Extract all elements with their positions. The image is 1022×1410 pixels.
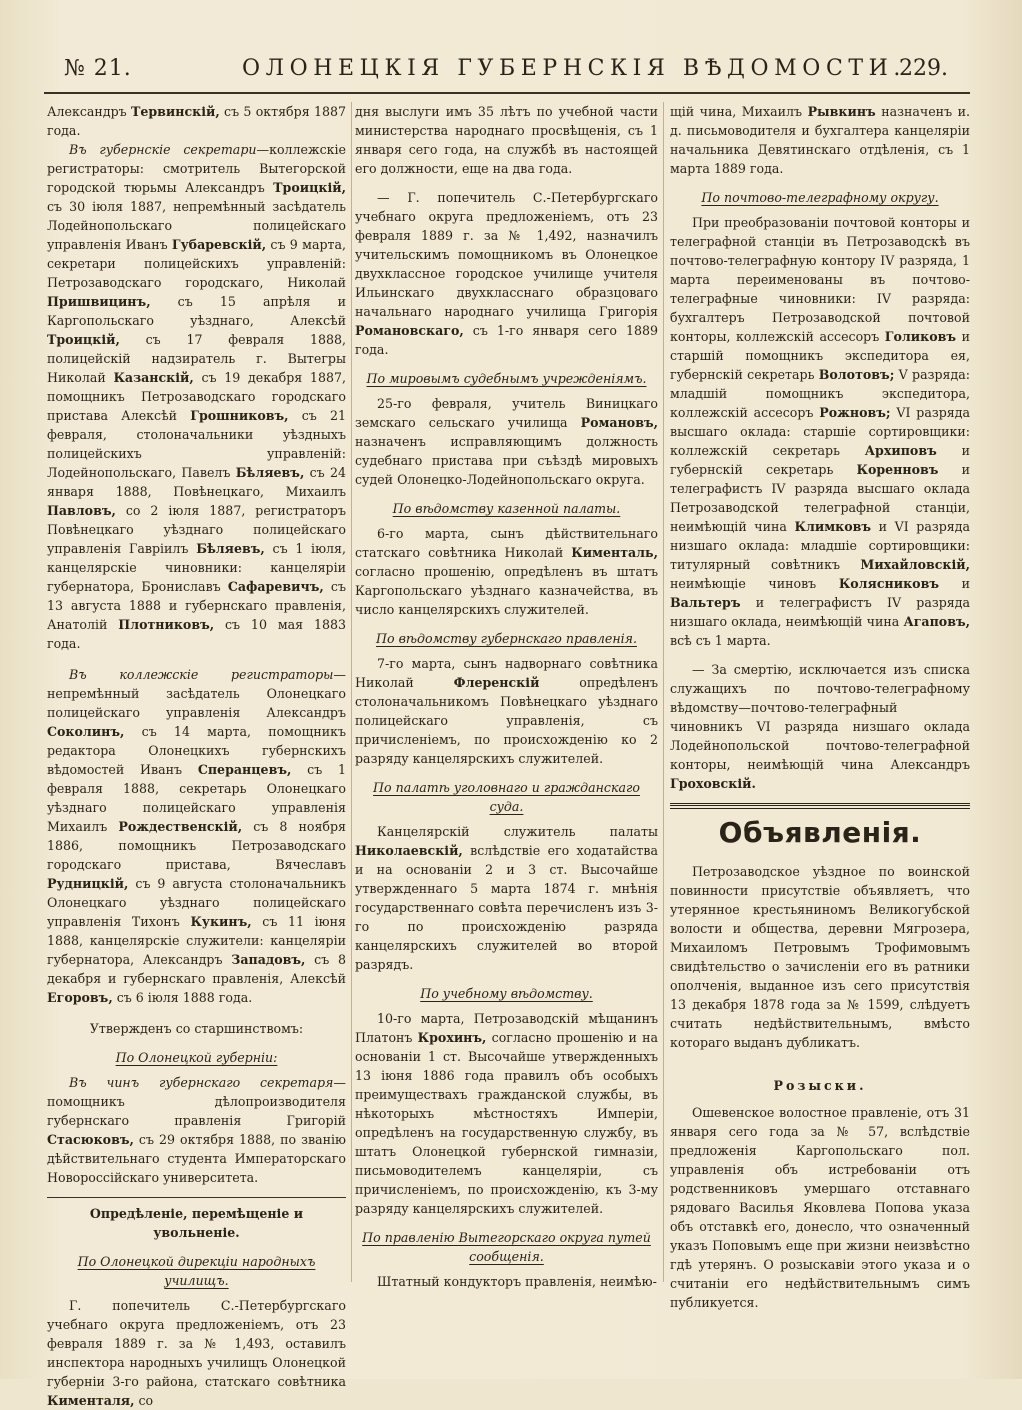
paragraph: — Г. попечитель С.-Петербургскаго учебнаго округа предложеніемъ, отъ 23 февраля 1889 г. за № 1,492, назначилъ учительскимъ помощникомъ въ Олонецкое двухклассное городское училище учителя Ильинскаго двухкласснаго образцоваго начальнаго народнаго училища Григорія Романовскаго, съ 1-го января сего 1889 года. [355, 190, 658, 357]
text-line: Утвержденъ со старшинствомъ: [89, 1021, 304, 1036]
section-heading: Розыски. [773, 1078, 867, 1093]
paragraph: 10-го марта, Петрозаводскій мѣщанинъ Платонъ Крохинъ, согласно прошенію и на основаніи 1 ст. Высочайше утвержденныхъ 13 іюня 1886 года правилъ объ особыхъ преимуществахъ гражданской службы, въ нѣкоторыхъ мѣстностяхъ Имперіи, опредѣленъ на государственную службу, въ штатъ Олонецкой губернской гимназіи, письмоводителемъ канцеляріи, съ причисленіемъ, по происхожденію, къ 3-му разряду канцелярскихъ служителей. [355, 1011, 658, 1216]
rubric: По палатѣ уголовнаго и гражданскаго суда. [373, 780, 640, 814]
paragraph: щій чина, Михаилъ Рывкинъ назначенъ и. д. письмоводителя и бухгалтера канцеляріи начальника Девятинскаго отдѣленія, съ 1 марта 1889 года. [670, 104, 970, 176]
rubric: По Олонецкой губерніи: [115, 1050, 278, 1065]
paragraph: Канцелярскій служитель палаты Николаевскій, вслѣдствіе его ходатайства и на основаніи 2 и 3 ст. Высочайше утвержденнаго 5 марта 1874 г. мнѣнія государственнаго совѣта перечисленъ изъ 3-го по происхожденію разряда канцелярскихъ служителей во второй разрядъ. [355, 824, 658, 972]
column-divider [351, 102, 352, 1282]
newspaper-title: ОЛОНЕЦКІЯ ГУБЕРНСКІЯ ВѢДОМОСТИ. [242, 56, 907, 81]
column-left [47, 102, 346, 1410]
paragraph: Александръ Тервинскій, съ 5 октября 1887 года. [47, 104, 346, 138]
column-middle [355, 102, 658, 1291]
column-right [670, 102, 970, 1312]
rubric: По вѣдомству казенной палаты. [392, 501, 621, 516]
ads-heading: Объявленія. [718, 816, 922, 849]
rubric: По правленію Вытегорскаго округа путей сообщенія. [362, 1230, 651, 1264]
issue-number: № 21. [64, 56, 132, 81]
rubric: По учебному вѣдомству. [420, 986, 593, 1001]
paragraph: Ошевенское волостное правленіе, отъ 31 января сего года за № 57, вслѣдствіе предложенія Каргопольскаго пол. управленія объ истребованіи отъ родственниковъ умершаго отставнаго рядоваго Василья Яковлева Попова указа объ отставкѣ его, донесло, что означенный указъ Поповымъ еще при жизни неизвѣстно гдѣ утерянъ. О розыскавіи этого указа и о считаніи его недѣйствительнымъ симъ публикуется. [670, 1105, 970, 1310]
page-header [42, 52, 970, 92]
paragraph: Въ чинъ губернскаго секретаря—помощникъ дѣлопроизводителя губернскаго правленія Григорій Стасюковъ, съ 29 октября 1888, по званію дѣйствительнаго студента Императорскаго Новороссійскаго университета. [47, 1075, 346, 1185]
rubric: По вѣдомству губернскаго правленія. [376, 631, 637, 646]
paragraph: При преобразованіи почтовой конторы и телеграфной станціи въ Петрозаводскѣ въ почтово-телеграфную контору IV разряда, 1 марта переименованы въ почтово-телеграфные чиновники: IV разряда: бухгалтеръ Петрозаводской почтовой конторы, коллежскій ассесоръ Голиковъ и старшій помощникъ экспедитора ея, губернскій секретарь Волотовъ; V разряда: младшій помощникъ экспедитора, коллежскій ассесоръ Рожновъ; VI разряда высшаго оклада: старшіе сортировщики: коллежскій секретарь Архиповъ и губернскій секретарь Коренновъ и телеграфистъ IV разряда высшаго оклада Петрозаводской телеграфной станціи, неимѣющій чина Климковъ и VI разряда низшаго оклада: младшіе сортировщики: титулярный совѣтникъ Михайловскій, неимѣющіе чиновъ Колясниковъ и Вальтеръ и телеграфистъ IV разряда низшаго оклада, неимѣющій чина Агаповъ, всѣ съ 1 марта. [670, 215, 971, 648]
paragraph: Въ коллежскіе регистраторы—непремѣнный засѣдатель Олонецкаго полицейскаго управленія Александръ Соколинъ, съ 14 марта, помощникъ редактора Олонецкихъ губернскихъ вѣдомостей Иванъ Сперанцевъ, съ 1 февраля 1888, секретарь Олонецкаго уѣзднаго полицейскаго управленія Михаилъ Рождественскій, съ 8 ноября 1886, помощникъ Петрозаводскаго городскаго пристава, Вячеславъ Рудницкій, съ 9 августа столоначальникъ Олонецкаго уѣзднаго полицейскаго управленія Тихонъ Кукинъ, съ 11 іюня 1888, канцелярскіе служители: канцеляріи губернатора, Александръ Западовъ, съ 8 декабря и губернскаго правленія, Алексѣй Егоровъ, съ 6 іюля 1888 года. [47, 667, 346, 1005]
page-number: 229. [899, 56, 948, 81]
paragraph: Петрозаводское уѣздное по воинской повинности присутствіе объявляетъ, что утерянное крестьяниномъ Великогубской волости и общества, деревни Мягрозера, Михаиломъ Петровымъ Трофимовымъ свидѣтельство о зачисленіи его въ ратники ополченія, выданное изъ сего присутствія 13 декабря 1878 года за № 1599, слѣдуетъ считать недѣйствительнымъ, вмѣсто котораго выданъ дубликатъ. [670, 864, 970, 1050]
paragraph: 6-го марта, сынъ дѣйствительнаго статскаго совѣтника Николай Кименталь, согласно прошенію, опредѣленъ въ штатъ Каргопольскаго уѣзднаго казначейства, въ число канцелярскихъ служителей. [355, 526, 658, 617]
paragraph: Г. попечитель С.-Петербургскаго учебнаго округа предложеніемъ, отъ 23 февраля 1889 г. за № 1,493, оставилъ инспектора народныхъ училищъ Олонецкой губерніи 3-го района, статскаго совѣтника Кименталя, со [47, 1298, 346, 1408]
rubric: По мировымъ судебнымъ учрежденіямъ. [366, 371, 647, 386]
ads-rule [670, 803, 970, 809]
rubric: По почтово-телеграфному округу. [701, 190, 939, 205]
section-heading: Опредѣленіе, перемѣщеніе и увольненіе. [89, 1206, 304, 1240]
paragraph: — За смертію, исключается изъ списка служащихъ по почтово-телеграфному вѣдомству—почтово-телеграфный чиновникъ VI разряда низшаго оклада Лодейнопольской почтово-телеграфной конторы, неимѣющій чина Александръ Гроховскій. [670, 662, 970, 791]
separator [47, 1197, 346, 1198]
rubric: По Олонецкой дирекціи народныхъ училищъ. [77, 1254, 316, 1288]
paragraph: Въ губернскіе секретари—коллежскіе регистраторы: смотритель Вытегорской городской тюрьмы Александръ Троицкій, съ 30 іюля 1887, непремѣнный засѣдатель Лодейнопольскаго полицейскаго управленія Иванъ Губаревскій, съ 9 марта, секретари полицейскихъ управленій: Петрозаводскаго городскаго, Николай Пришвицинъ, съ 15 апрѣля и Каргопольскаго уѣзднаго, Алексѣй Троицкій, съ 17 февраля 1888, полицейскій надзиратель г. Вытегры Николай Казанскій, съ 19 декабря 1887, помощникъ Петрозаводскаго городскаго пристава Алексѣй Грошниковъ, съ 21 февраля, столоначальники уѣздныхъ полицейскихъ управленій: Лодейнопольскаго, Павелъ Бѣляевъ, съ 24 января 1888, Повѣнецкаго, Михаилъ Павловъ, со 2 іюля 1887, регистраторъ Повѣнецкаго уѣзднаго полицейскаго управленія Гавріилъ Бѣляевъ, съ 1 іюля, канцелярскіе чиновники: канцеляріи губернатора, Брониславъ Сафаревичъ, съ 13 августа 1888 и губернскаго правленія, Анатолій Плотниковъ, съ 10 мая 1883 года. [47, 142, 347, 651]
paragraph: дня выслуги имъ 35 лѣтъ по учебной части министерства народнаго просвѣщенія, съ 1 января сего года, на службѣ въ настоящей его должности, еще на два года. [355, 104, 658, 176]
header-rule [44, 92, 970, 94]
column-divider [663, 102, 664, 1282]
paragraph: 25-го февраля, учитель Виницкаго земскаго сельскаго училища Романовъ, назначенъ исправляющимъ должность судебнаго пристава при съѣздѣ мировыхъ судей Олонецко-Лодейнопольскаго округа. [355, 396, 658, 487]
paragraph: Штатный кондукторъ правленія, неимѣю- [377, 1274, 657, 1289]
paragraph: 7-го марта, сынъ надворнаго совѣтника Николай Флеренскій опредѣленъ столоначальникомъ Повѣнецкаго уѣзднаго полицейскаго управленія, съ причисленіемъ, по происхожденію ко 2 разряду канцелярскихъ служителей. [355, 656, 658, 766]
